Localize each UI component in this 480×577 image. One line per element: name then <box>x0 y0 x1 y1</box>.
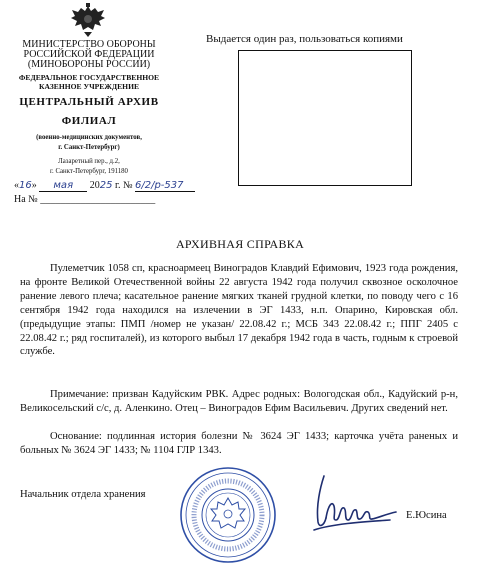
date-g-label: г. <box>114 180 121 191</box>
date-day: 16 <box>19 180 32 191</box>
ministry-line-1: МИНИСТЕРСТВО ОБОРОНЫ <box>22 39 156 50</box>
handwritten-signature <box>310 472 398 532</box>
archive-line-1: ЦЕНТРАЛЬНЫЙ АРХИВ <box>19 96 159 108</box>
branch-line-2: г. Санкт-Петербург) <box>58 144 120 151</box>
reference-prefix: На № <box>14 194 38 205</box>
date-number-line: «16» мая 2025 г. № 6/2/р-537 <box>14 180 195 192</box>
ministry-line-3: (МИНОБОРОНЫ РОССИИ) <box>27 59 151 70</box>
body-paragraph-basis: Основание: подлинная история болезни № 3624 ЭГ 1433; карточка учёта раненых и больных № 3624 ЭГ 1433; № 1104 ГЛР 1343. <box>20 431 458 456</box>
body-paragraph-1: Пулеметчик 1058 сп, красноармеец Виноградов Клавдий Ефимович, 1923 года рождения, на фронте Великой Отечественной войны 22 августа 1942 года получил сквозное осколочное ранение левого плеча; касательное ранение мягких тканей грудной клетки, по поводу чего с 16 сентября 1942 года находился на излечении в ЭГ 1433, н.п. Опарино, Кировская обл. (предыдущие этапы: ПМП /номер не указан/ 22.08.42 г.; МСБ 343 22.08.42 г.; ППГ 2405 с 22.08.42 г.; ряд госпиталей), из которого выбыл 17 декабря 1942 года в часть, годным к строевой службе. <box>20 263 458 358</box>
address-line-1: Лазаретный пер., д.2, <box>58 158 120 165</box>
signatory-name: Е.Юсина <box>406 510 447 521</box>
ministry-line-2: РОССИЙСКОЙ ФЕДЕРАЦИИ <box>23 49 155 60</box>
institution-line-1: ФЕДЕРАЛЬНОЕ ГОСУДАРСТВЕННОЕ <box>18 73 160 82</box>
reference-line <box>14 194 155 205</box>
coat-of-arms-icon <box>68 2 108 38</box>
date-year-prefix: 20 <box>89 180 100 191</box>
body-paragraph-note: Примечание: призван Кадуйским РВК. Адрес родных: Вологодская обл., Кадуйский р-н, Великосельский с/с, д. Аленкино. Отец – Виноградов Ефим Васильевич. Других сведений нет. <box>20 389 458 414</box>
document-title: АРХИВНАЯ СПРАВКА <box>175 237 305 251</box>
number-label: № <box>122 180 133 191</box>
issued-notice: Выдается один раз, пользоваться копиями <box>206 33 403 45</box>
archive-line-2: ФИЛИАЛ <box>61 115 117 127</box>
date-year-suffix: 25 <box>99 180 113 191</box>
date-month: мая <box>39 180 87 192</box>
reference-blank: _______________________ <box>40 194 156 205</box>
address-line-2: г. Санкт-Петербург, 191180 <box>50 168 128 175</box>
photo-placeholder-box <box>238 50 412 186</box>
official-seal-stamp <box>178 465 278 565</box>
branch-line-1: (военно-медицинских документов, <box>36 134 142 141</box>
signatory-position: Начальник отдела хранения <box>20 489 146 500</box>
institution-line-2: КАЗЕННОЕ УЧРЕЖДЕНИЕ <box>38 82 140 91</box>
document-number: 6/2/р-537 <box>135 180 195 192</box>
